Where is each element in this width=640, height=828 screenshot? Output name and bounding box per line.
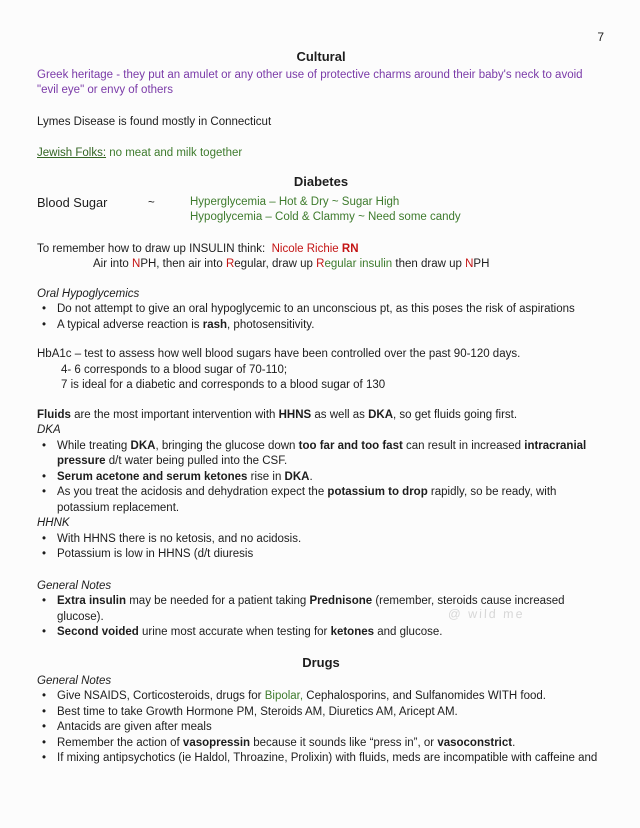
list-item [37,736,605,752]
list-item [37,318,605,334]
list-item-text: Remember the action of vasopressin because it sounds like “press in”, or vasoconstrict. [57,736,516,749]
section-heading-drugs: Drugs [302,654,340,670]
bullet-icon: • [42,303,47,315]
label-oral-hypoglycemics: Oral Hypoglycemics [37,287,140,300]
paragraph-greek-heritage: Greek heritage - they put an amulet or any other use of protective charms around their baby's neck to avoid "evil eye" or envy of others [37,68,586,96]
bullet-icon: • [42,626,47,638]
list-item-text: Antacids are given after meals [57,721,212,733]
label-dka: DKA [37,424,61,436]
bullet-icon: • [42,439,47,452]
section-heading-diabetes: Diabetes [293,173,349,189]
hba1c-line3: 7 is ideal for a diabetic and corresponds to a blood sugar of 130 [61,379,386,391]
blood-sugar-definitions [190,195,605,226]
hba1c-line1: HbA1c – test to assess how well blood sugars have been controlled over the past 90-120 days. [37,348,521,360]
paragraph-jewish-folks: Jewish Folks: no meat and milk together [37,147,243,159]
list-item [37,594,605,625]
bullet-icon: • [42,752,47,764]
section-heading-cultural: Cultural [296,48,346,64]
insulin-mnemonic-line2: Air into NPH, then air into Regular, draw up Regular insulin then draw up NPH [93,258,490,270]
list-item-text: Best time to take Growth Hormone PM, Steroids AM, Diuretics AM, Aricept AM. [57,705,458,718]
bullet-icon: • [42,548,47,560]
insulin-mnemonic-line1: To remember how to draw up INSULIN think: Nicole Richie RN [37,242,359,255]
list-item [37,705,605,721]
bullet-icon: • [42,690,47,702]
blood-sugar-row [37,195,605,226]
list-item [37,689,605,705]
bullet-icon: • [42,705,47,718]
bullet-icon: • [42,736,47,749]
hba1c-line2: 4- 6 corresponds to a blood sugar of 70-110; [61,363,288,376]
bullet-icon: • [42,595,47,607]
label-general-notes: General Notes [37,579,112,592]
photo-watermark: @ wild me [447,607,525,621]
list-item-text: As you treat the acidosis and dehydration expect the potassium to drop rapidly, so be ready, with potassium replacement. [57,486,560,514]
list-item [37,625,605,641]
list-item-text: If mixing antipsychotics (ie Haldol, Throazine, Prolixin) with fluids, meds are incompatible with caffeine and [57,752,598,764]
list-item [37,547,605,563]
page-number: 7 [597,30,604,44]
list-item-text: Second voided urine most accurate when testing for ketones and glucose. [57,626,443,638]
list-item-text: Do not attempt to give an oral hypoglycemic to an unconscious pt, as this poses the risk of aspirations [57,303,575,315]
list-item-text: While treating DKA, bringing the glucose down too far and too fast can result in increased intracranial pressure d/t water being pulled into the CSF. [57,439,590,467]
list-item-text: Potassium is low in HHNS (d/t diuresis [57,548,254,560]
blood-sugar-tilde: ~ [148,196,155,209]
bullet-icon: • [42,318,47,331]
bullet-icon: • [42,486,47,498]
bullet-icon: • [42,532,47,545]
list-item-text: Extra insulin may be needed for a patient taking Prednisone (remember, steroids cause increased glucose). [57,595,568,623]
hyperglycemia-line: Hyperglycemia – Hot & Dry ~ Sugar High [190,195,400,208]
list-item [37,532,605,548]
label-hhnk: HHNK [37,517,70,529]
list-item [37,439,605,470]
bullet-icon: • [42,721,47,733]
list-item [37,470,605,486]
list-item-text: A typical adverse reaction is rash, photosensitivity. [57,318,315,331]
list-item [37,302,605,318]
list-item [37,485,605,516]
list-item-text: Serum acetone and serum ketones rise in DKA. [57,470,313,483]
label-general-notes-drugs: General Notes [37,674,112,687]
blood-sugar-label: Blood Sugar [37,194,108,210]
list-item-text: With HHNS there is no ketosis, and no acidosis. [57,532,302,545]
bullet-icon: • [42,470,47,483]
list-item [37,751,605,767]
paragraph-lymes-disease: Lymes Disease is found mostly in Connecticut [37,115,272,128]
list-item-text: Give NSAIDS, Corticosteroids, drugs for Bipolar, Cephalosporins, and Sulfanomides WITH food. [57,690,546,702]
paragraph-fluids: Fluids are the most important intervention with HHNS as well as DKA, so get fluids going first. [37,408,518,421]
hypoglycemia-line: Hypoglycemia – Cold & Clammy ~ Need some candy [190,211,461,223]
list-item [37,720,605,736]
